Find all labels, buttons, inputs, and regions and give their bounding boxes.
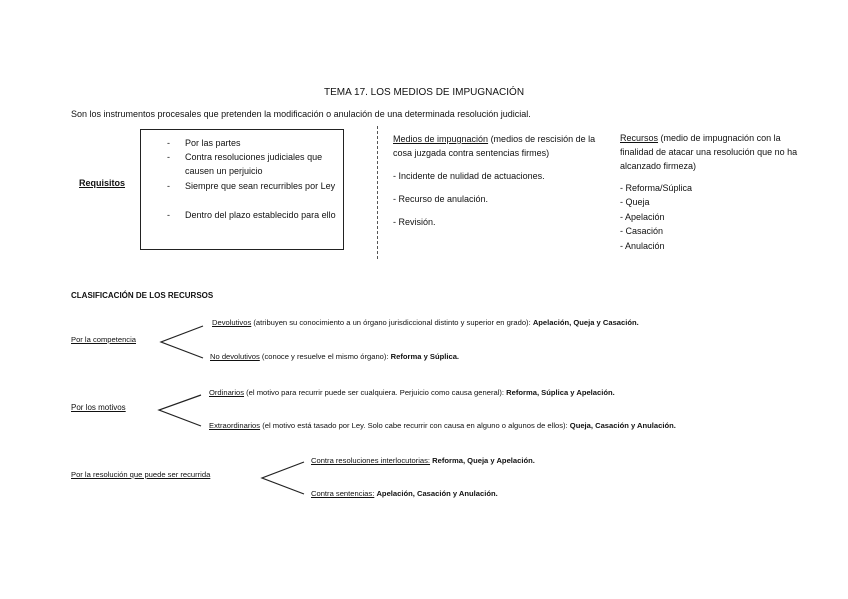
list-dash: - bbox=[167, 210, 170, 220]
branch-result: Reforma, Queja y Apelación. bbox=[432, 456, 535, 465]
medios-heading-block bbox=[393, 132, 601, 160]
branch-interlocutorias bbox=[311, 456, 535, 465]
dashed-separator bbox=[377, 126, 378, 259]
requisitos-label: Requisitos bbox=[79, 178, 126, 188]
medios-heading: Medios de impugnación bbox=[393, 134, 489, 144]
branch-result: Apelación, Casación y Anulación. bbox=[376, 489, 498, 498]
recursos-item: - Queja bbox=[620, 197, 650, 207]
branch-extraordinarios bbox=[209, 421, 676, 430]
branch-term: No devolutivos bbox=[210, 352, 260, 361]
requisito-text: Contra resoluciones judiciales que causen un perjuicio bbox=[185, 152, 323, 176]
requisitos-box bbox=[140, 129, 344, 250]
clasificacion-heading: CLASIFICACIÓN DE LOS RECURSOS bbox=[71, 291, 214, 300]
branch-no-devolutivos bbox=[210, 352, 459, 361]
branch-term: Extraordinarios bbox=[209, 421, 261, 430]
branch-sentencias bbox=[311, 489, 498, 498]
requisito-text: Dentro del plazo establecido para ello bbox=[185, 210, 336, 220]
group-label-resolucion: Por la resolución que puede ser recurrida bbox=[71, 470, 211, 479]
medios-item: - Incidente de nulidad de actuaciones. bbox=[393, 171, 545, 181]
list-dash: - bbox=[167, 181, 170, 191]
recursos-heading-block bbox=[620, 131, 816, 173]
branch-term: Ordinarios bbox=[209, 388, 245, 397]
branch-desc: (el motivo para recurrir puede ser cualquiera. Perjuicio como causa general): bbox=[244, 388, 507, 397]
recursos-item: - Reforma/Súplica bbox=[620, 183, 693, 193]
branch-term: Contra resoluciones interlocutorias: bbox=[311, 456, 431, 465]
requisito-text: Siempre que sean recurribles por Ley bbox=[185, 181, 336, 191]
branch-desc: (conoce y resuelve el mismo órgano): bbox=[259, 352, 391, 361]
medios-item: - Revisión. bbox=[393, 217, 436, 227]
branch-desc: (el motivo está tasado por Ley. Solo cabe recurrir con causa en alguno o algunos de ellos): bbox=[260, 421, 570, 430]
medios-heading-desc: (medios de rescisión de la cosa juzgada contra sentencias firmes) bbox=[393, 134, 596, 158]
bracket-motivos bbox=[156, 393, 206, 429]
recursos-item: - Casación bbox=[620, 226, 664, 236]
branch-term: Devolutivos bbox=[212, 318, 252, 327]
bracket-resolucion bbox=[259, 460, 309, 496]
recursos-item: - Apelación bbox=[620, 212, 665, 222]
branch-result: Queja, Casación y Anulación. bbox=[569, 421, 676, 430]
requisito-text: Por las partes bbox=[185, 138, 241, 148]
intro-paragraph: Son los instrumentos procesales que pretenden la modificación o anulación de una determinada resolución judicial. bbox=[71, 109, 531, 119]
list-dash: - bbox=[167, 152, 170, 162]
branch-term: Contra sentencias: bbox=[311, 489, 375, 498]
branch-ordinarios bbox=[209, 388, 615, 397]
bracket-competencia bbox=[158, 324, 208, 360]
branch-result: Reforma y Súplica. bbox=[390, 352, 460, 361]
recursos-heading: Recursos bbox=[620, 133, 659, 143]
medios-item: - Recurso de anulación. bbox=[393, 194, 489, 204]
branch-devolutivos bbox=[212, 318, 639, 327]
list-dash: - bbox=[167, 138, 170, 148]
recursos-item: - Anulación bbox=[620, 241, 665, 251]
group-label-competencia: Por la competencia bbox=[71, 335, 137, 344]
recursos-heading-desc: (medio de impugnación con la finalidad de atacar una resolución que no ha alcanzado firmeza) bbox=[620, 133, 798, 171]
page-title: TEMA 17. LOS MEDIOS DE IMPUGNACIÓN bbox=[324, 87, 525, 98]
branch-result: Reforma, Súplica y Apelación. bbox=[506, 388, 615, 397]
group-label-motivos: Por los motivos bbox=[71, 403, 126, 412]
branch-desc: (atribuyen su conocimiento a un órgano jurisdiccional distinto y superior en grado): bbox=[251, 318, 533, 327]
branch-result: Apelación, Queja y Casación. bbox=[532, 318, 639, 327]
